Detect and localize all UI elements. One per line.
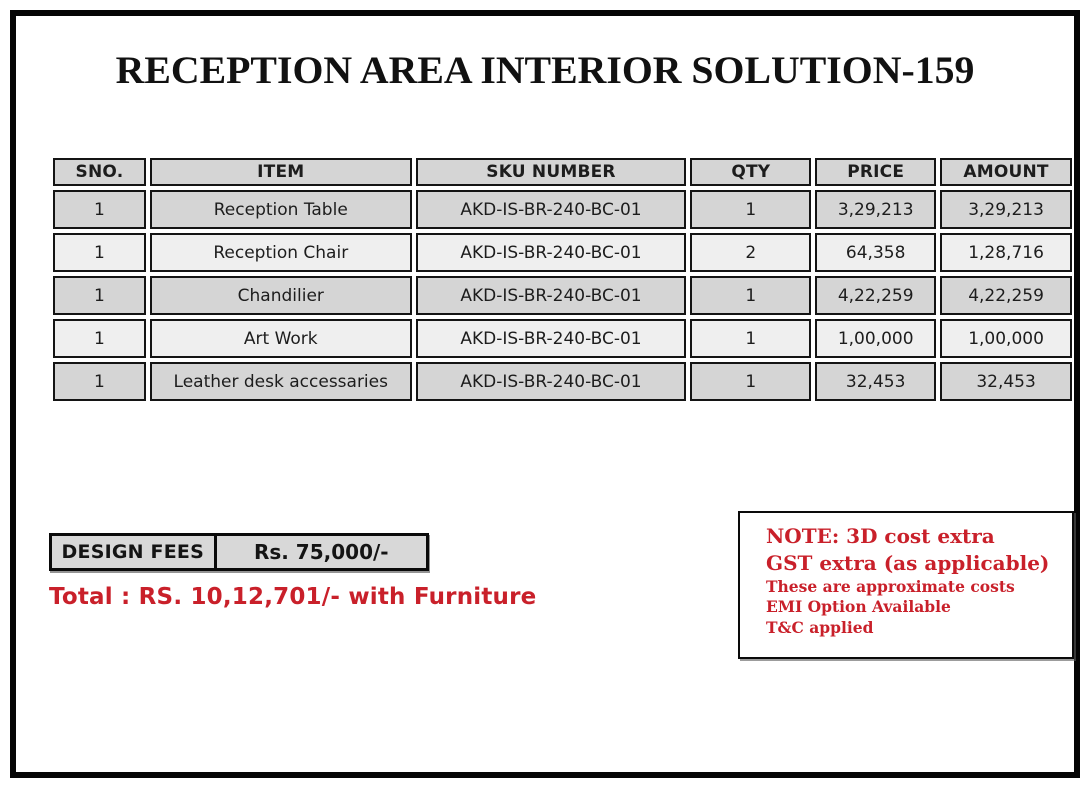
table-cell: 1 (53, 276, 146, 315)
table-cell: Art Work (150, 319, 412, 358)
table-cell: 3,29,213 (815, 190, 936, 229)
table-row (53, 276, 1072, 315)
note-line: GST extra (as applicable) (766, 551, 1050, 575)
note-line: These are approximate costs (766, 577, 1015, 596)
table-cell: 1,00,000 (940, 319, 1072, 358)
table-cell: AKD-IS-BR-240-BC-01 (416, 190, 687, 229)
table-cell: AKD-IS-BR-240-BC-01 (416, 233, 687, 272)
table-cell: 32,453 (815, 362, 936, 401)
table-cell: 64,358 (815, 233, 936, 272)
total-amount-text: Total : RS. 10,12,701/- with Furniture (49, 584, 537, 610)
column-header: SNO. (53, 158, 146, 186)
column-header: PRICE (815, 158, 936, 186)
table-cell: 4,22,259 (815, 276, 936, 315)
table-cell: 4,22,259 (940, 276, 1072, 315)
table-cell: 1 (690, 362, 811, 401)
table-cell: AKD-IS-BR-240-BC-01 (416, 319, 687, 358)
table-cell: 1 (690, 190, 811, 229)
table-row (53, 362, 1072, 401)
items-table-head-row (53, 158, 1072, 186)
table-cell: AKD-IS-BR-240-BC-01 (416, 276, 687, 315)
note-box (738, 511, 1074, 659)
column-header: SKU NUMBER (416, 158, 687, 186)
page-title: RECEPTION AREA INTERIOR SOLUTION-159 (115, 49, 975, 92)
table-row (53, 233, 1072, 272)
table-cell: Chandilier (150, 276, 412, 315)
table-cell: 3,29,213 (940, 190, 1072, 229)
items-table-body (53, 190, 1072, 401)
design-fees-box (49, 533, 429, 571)
column-header: QTY (690, 158, 811, 186)
table-row (53, 190, 1072, 229)
table-cell: Leather desk accessaries (150, 362, 412, 401)
items-table (49, 154, 1076, 405)
table-cell: Reception Chair (150, 233, 412, 272)
table-cell: 1 (53, 319, 146, 358)
note-line: NOTE: 3D cost extra (766, 524, 995, 548)
note-line: T&C applied (766, 617, 874, 637)
table-cell: 1 (53, 233, 146, 272)
table-row (53, 319, 1072, 358)
table-cell: 1,28,716 (940, 233, 1072, 272)
table-cell: 1 (690, 276, 811, 315)
design-fees-label: DESIGN FEES (52, 536, 217, 568)
table-cell: 2 (690, 233, 811, 272)
design-fees-value: Rs. 75,000/- (253, 540, 389, 564)
page-border-frame (10, 10, 1080, 778)
table-cell: 32,453 (940, 362, 1072, 401)
table-cell: 1,00,000 (815, 319, 936, 358)
column-header: AMOUNT (940, 158, 1072, 186)
table-cell: 1 (690, 319, 811, 358)
table-cell: 1 (53, 190, 146, 229)
table-cell: Reception Table (150, 190, 412, 229)
table-cell: AKD-IS-BR-240-BC-01 (416, 362, 687, 401)
table-cell: 1 (53, 362, 146, 401)
note-line: EMI Option Available (766, 597, 951, 617)
column-header: ITEM (150, 158, 412, 186)
